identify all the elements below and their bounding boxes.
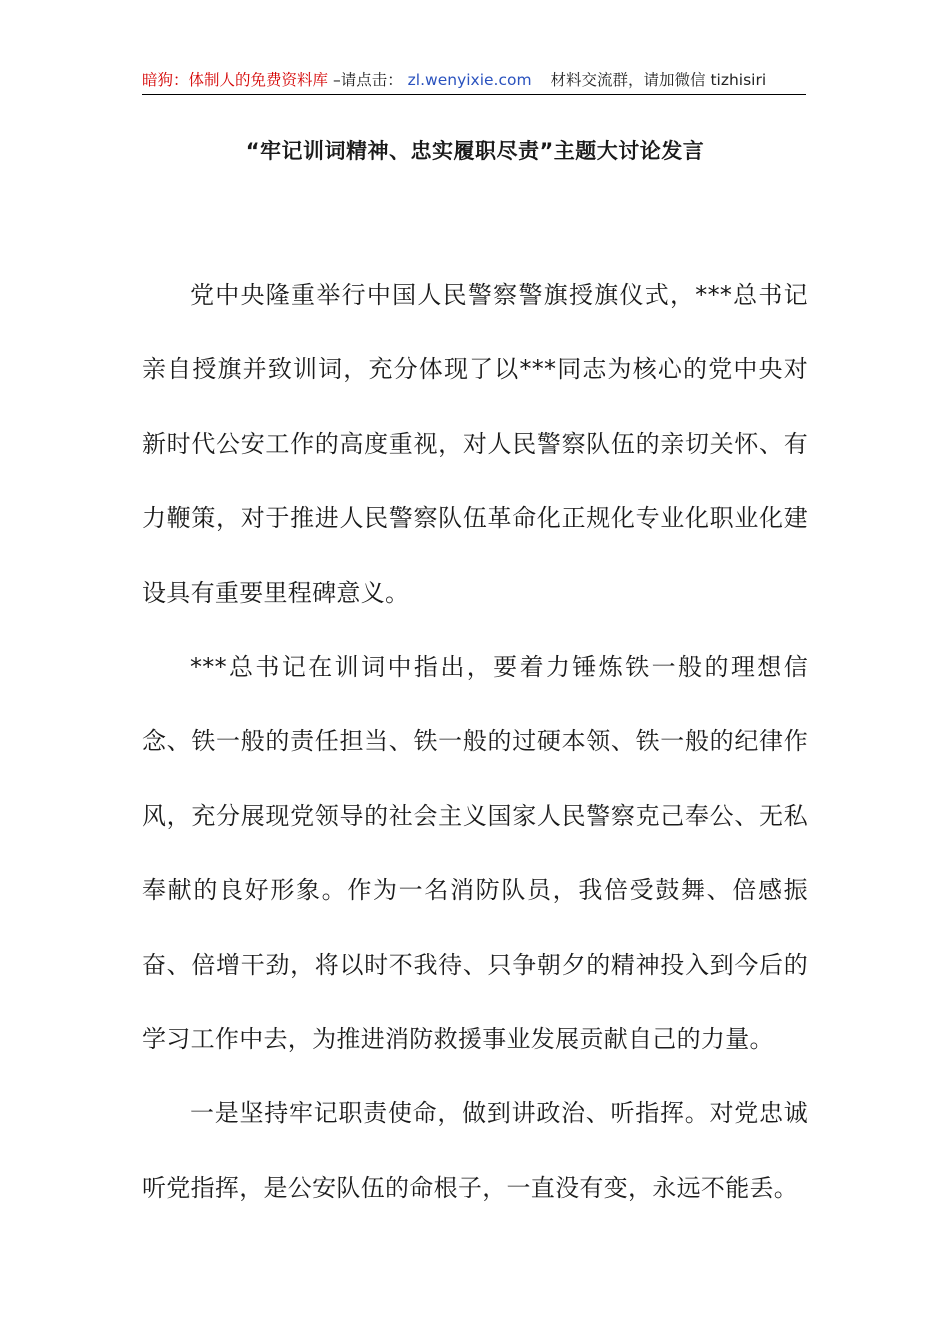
body-paragraph: ***总书记在训词中指出，要着力锤炼铁一般的理想信念、铁一般的责任担当、铁一般的过硬本领、铁一般的纪律作风，充分展现党领导的社会主义国家人民警察克己奉公、无私奉献的良好形象。作为一名消防队员，我倍受鼓舞、倍感振奋、倍增干劲，将以时不我待、只争朝夕的精神投入到今后的学习工作中去，为推进消防救援事业发展贡献自己的力量。 xyxy=(142,653,808,1054)
document-body xyxy=(142,258,808,1225)
header-source-label: 暗狗：体制人的免费资料库 xyxy=(142,71,329,89)
header-group-note: 材料交流群，请加微信 tizhisiri xyxy=(550,71,767,89)
header-click-prompt: –请点击： xyxy=(332,71,403,89)
document-title: “牢记训词精神、忠实履职尽责”主题大讨论发言 xyxy=(245,139,705,163)
page-header xyxy=(142,66,806,95)
body-paragraph: 一是坚持牢记职责使命，做到讲政治、听指挥。对党忠诚听党指挥，是公安队伍的命根子，一直没有变，永远不能丢。 xyxy=(142,1099,808,1202)
body-paragraph: 党中央隆重举行中国人民警察警旗授旗仪式，***总书记亲自授旗并致训词，充分体现了以***同志为核心的党中央对新时代公安工作的高度重视，对人民警察队伍的亲切关怀、有力鞭策，对于推进人民警察队伍革命化正规化专业化职业化建设具有重要里程碑意义。 xyxy=(142,281,808,607)
header-site-link[interactable]: zl.wenyixie.com xyxy=(407,71,532,89)
